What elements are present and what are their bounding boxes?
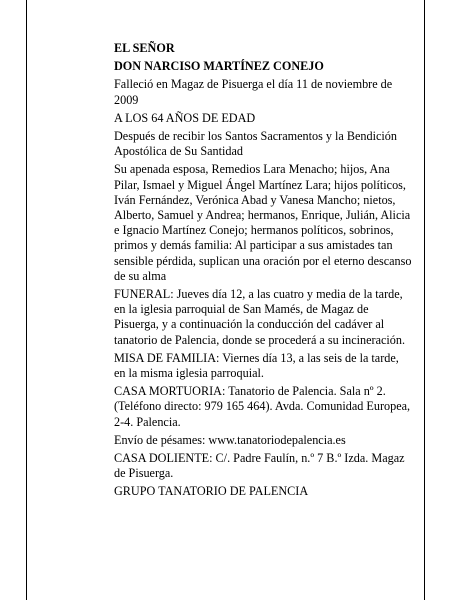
funeral-paragraph: FUNERAL: Jueves día 12, a las cuatro y media de la tarde, en la iglesia parroquial de San Mamés, de Magaz de Pisuerga, y a continuación la conducción del cadáver al tanatorio de Palencia, donde se procederá a su incineración. bbox=[114, 287, 406, 347]
sacraments-line: Después de recibir los Santos Sacramentos y la Bendición Apostólica de Su Santidad bbox=[114, 129, 397, 159]
obituary-notice bbox=[114, 41, 412, 503]
grieving-house-paragraph: CASA DOLIENTE: C/. Padre Faulín, n.º 7 B.º Izda. Magaz de Pisuerga. bbox=[114, 451, 405, 481]
title-line-2: DON NARCISO MARTÍNEZ CONEJO bbox=[114, 59, 324, 74]
age-line: A LOS 64 AÑOS DE EDAD bbox=[114, 110, 256, 125]
death-info: Falleció en Magaz de Pisuerga el día 11 de noviembre de 2009 bbox=[114, 77, 393, 107]
group-line: GRUPO TANATORIO DE PALENCIA bbox=[114, 484, 309, 499]
title-line-1: EL SEÑOR bbox=[114, 41, 175, 55]
mortuary-paragraph: CASA MORTUORIA: Tanatorio de Palencia. Sala nº 2. (Teléfono directo: 979 165 464). Avda. Comunidad Europea, 2-4. Palencia. bbox=[114, 384, 411, 429]
family-paragraph: Su apenada esposa, Remedios Lara Menacho; hijos, Ana Pilar, Ismael y Miguel Ángel Martínez Lara; hijos políticos, Iván Fernández, Verónica Abad y Vanesa Mancho; nietos, Alberto, Samuel y Andrea; hermanos, Enrique, Julián, Alicia e Ignacio Martínez Conejo; hermanos políticos, sobrinos, primos y demás familia: Al participar a sus amistades tan sensible pérdida, suplican una oración por el eterno descanso de su alma bbox=[114, 162, 412, 283]
condolences-line: Envío de pésames: www.tanatoriodepalencia.es bbox=[114, 432, 346, 447]
family-mass-paragraph: MISA DE FAMILIA: Viernes día 13, a las seis de la tarde, en la misma iglesia parroquial. bbox=[114, 350, 399, 381]
